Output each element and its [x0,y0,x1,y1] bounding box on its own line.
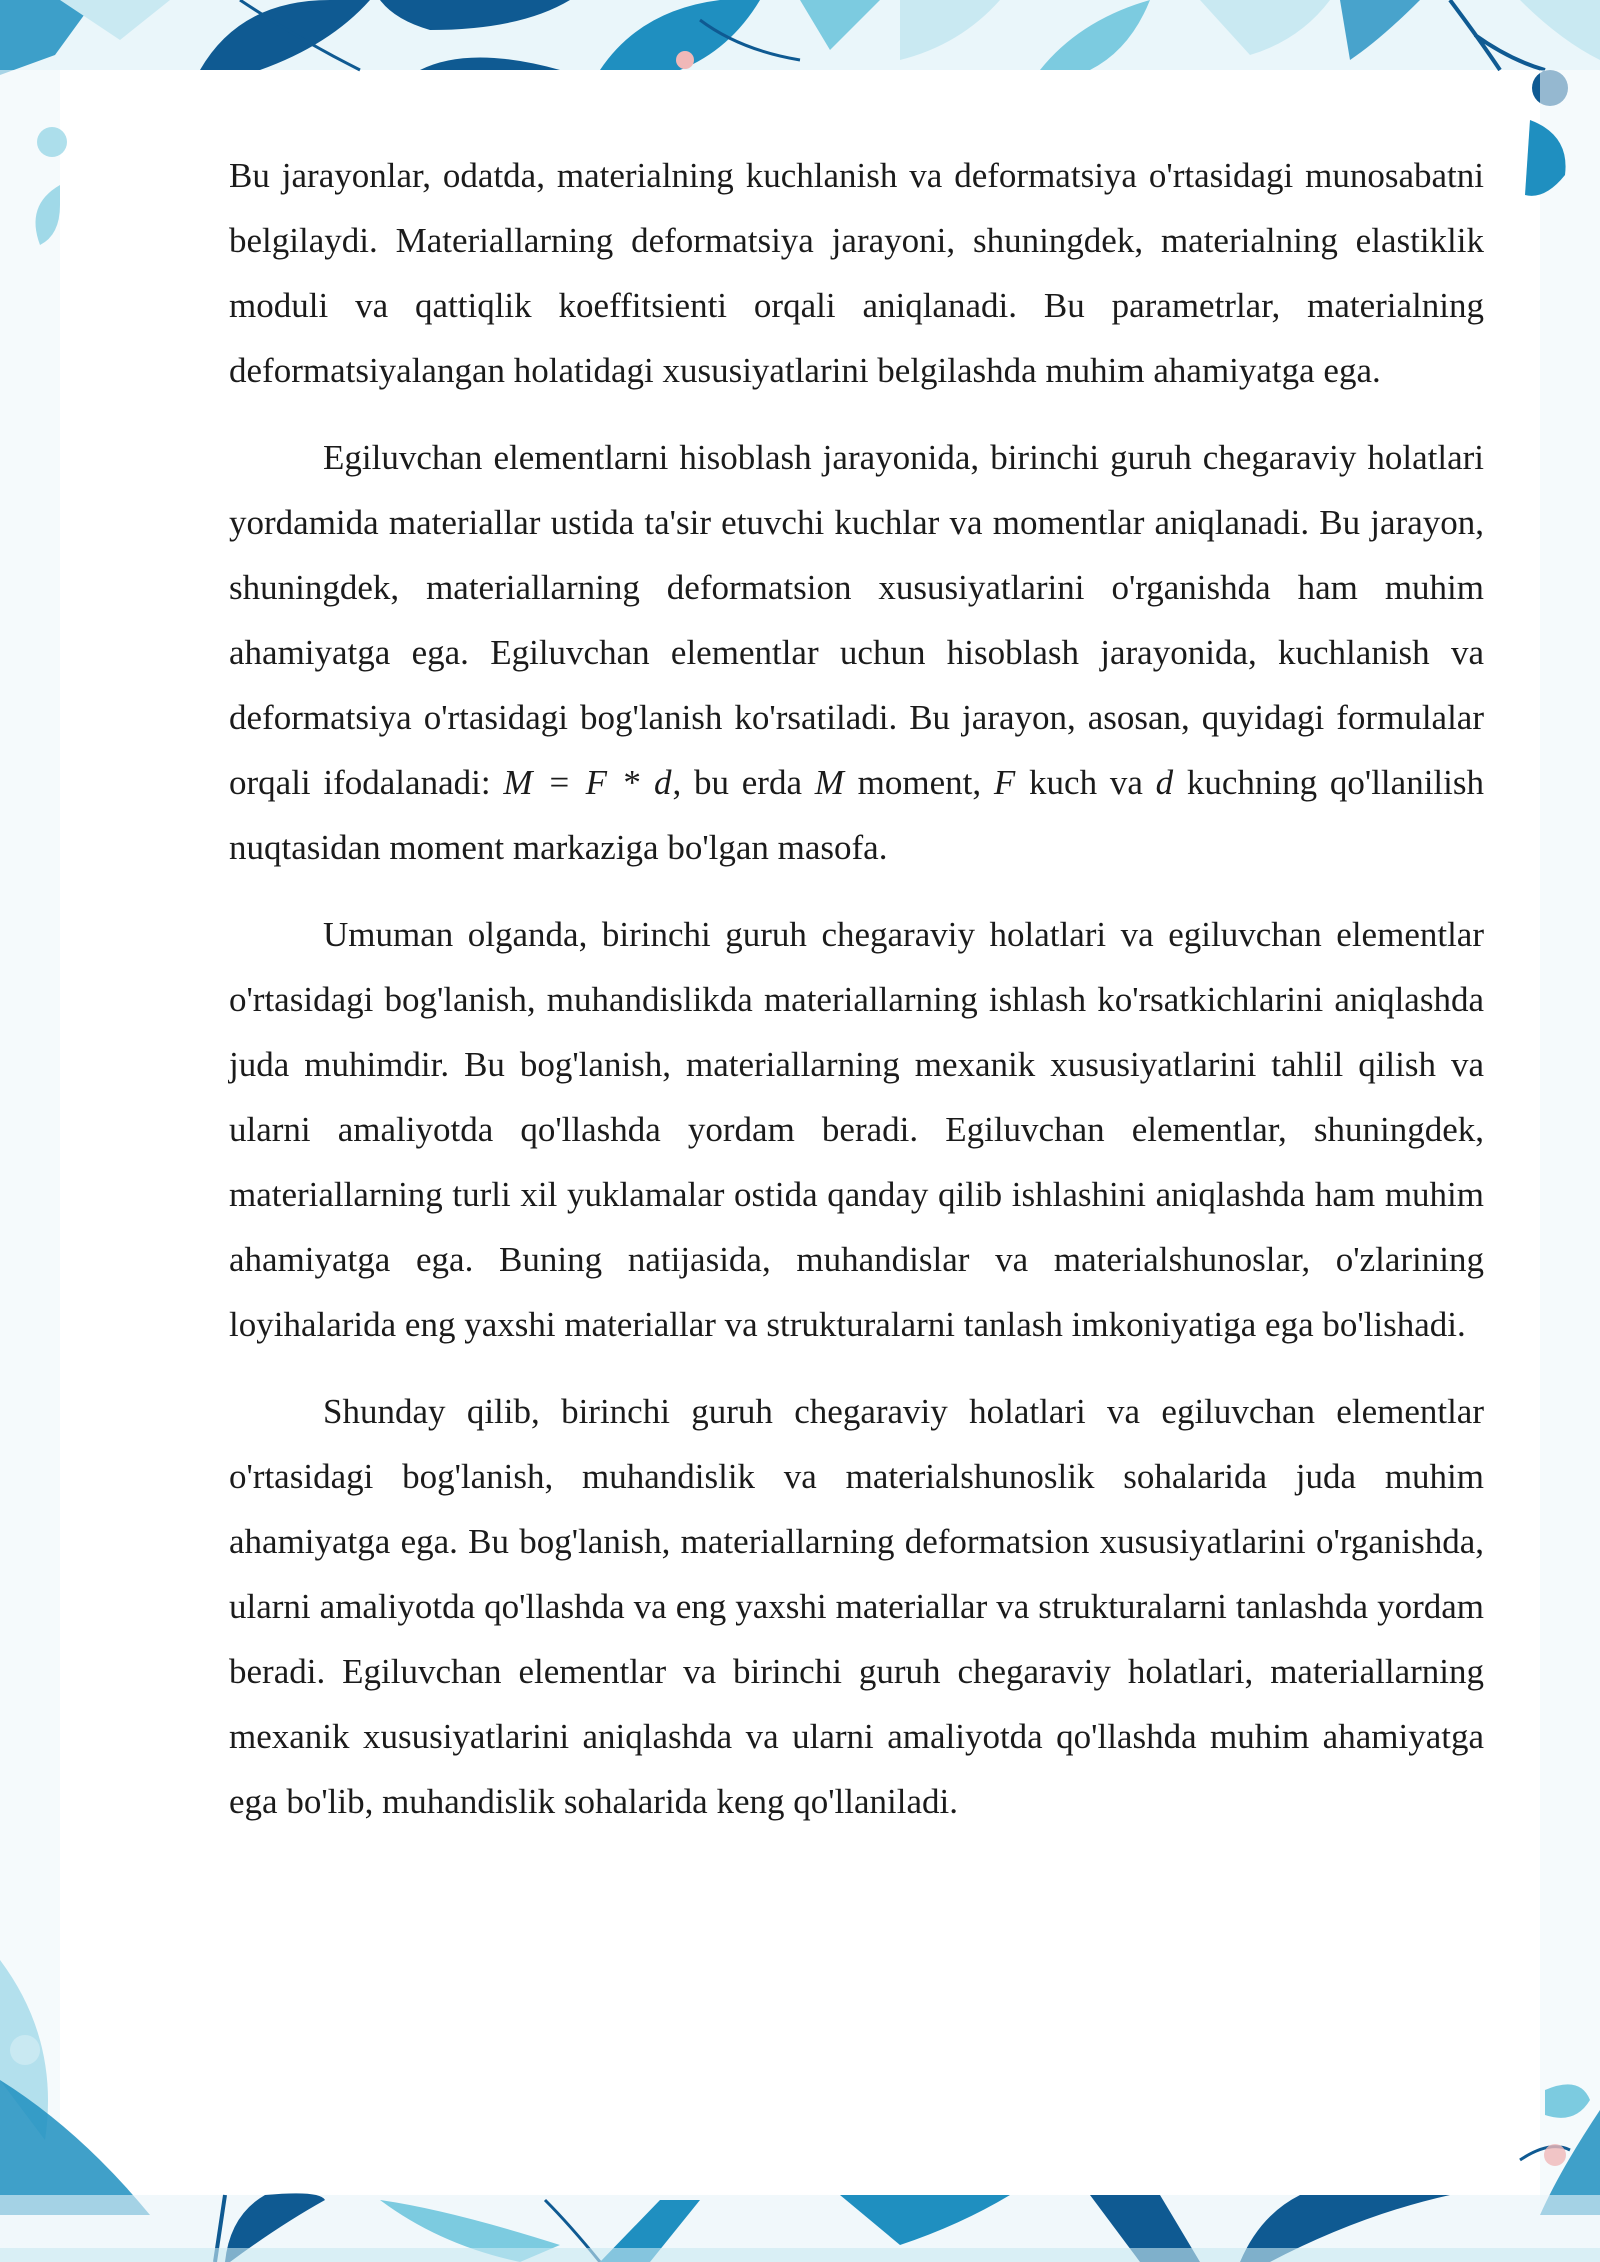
paragraph-text: kuch va [1016,763,1156,802]
bottom-leaf-border [0,2193,1600,2262]
math-formula: F [993,763,1017,802]
left-leaf-border [0,70,150,2215]
paragraph-text: kuchning qo'llanilish nuqtasidan moment markaziga bo'lgan masofa. [229,763,1484,867]
paragraph-text: Umuman olganda, birinchi guruh chegaraviy holatlari va egiluvchan elementlar o'rtasidagi bog'lanish, muhandislikda materiallarning ishlash ko'rsatkichlarini aniqlashda juda muhimdir. Bu bog'lanish, materiallarning mexanik xususiyatlarini tahlil qilish va ularni amaliyotda qo'llashda yordam beradi. Egiluvchan elementlar, shuningdek, materiallarning turli xil yuklamalar ostida qanday qilib ishlashini aniqlashda ham muhim ahamiyatga ega. Buning natijasida, muhandislar va materialshunoslar, o'zlarining loyihalarida eng yaxshi materiallar va strukturalarni tanlash imkoniyatiga ega bo'lishadi. [229,915,1484,1344]
paragraph [229,425,1484,880]
math-formula: M = F * d [503,763,673,802]
paragraph [229,902,1484,1357]
paragraph-text: Bu jarayonlar, odatda, materialning kuchlanish va deformatsiya o'rtasidagi munosabatni belgilaydi. Materiallarning deformatsiya jarayoni, shuningdek, materialning elastiklik moduli va qattiqlik koeffitsienti orqali aniqlanadi. Bu parametrlar, materialning deformatsiyalangan holatidagi xususiyatlarini belgilashda muhim ahamiyatga ega. [229,156,1484,390]
paragraph-text: moment, [844,763,994,802]
right-leaf-border [1520,70,1600,2215]
paragraph-text: , bu erda [672,763,815,802]
document-body [229,143,1484,1856]
math-formula: d [1155,763,1175,802]
paragraph [229,1379,1484,1834]
paragraph-text: Egiluvchan elementlarni hisoblash jarayonida, birinchi guruh chegaraviy holatlari yordamida materiallar ustida ta'sir etuvchi kuchlar va momentlar aniqlanadi. Bu jarayon, shuningdek, materiallarning deformatsion xususiyatlarini o'rganishda ham muhim ahamiyatga ega. Egiluvchan elementlar uchun hisoblash jarayonida, kuchlanish va deformatsiya o'rtasidagi bog'lanish ko'rsatiladi. Bu jarayon, asosan, quyidagi formulalar orqali ifodalanadi: [229,438,1484,802]
paragraph [229,143,1484,403]
top-leaf-border [0,0,1600,106]
paragraph-text: Shunday qilib, birinchi guruh chegaraviy holatlari va egiluvchan elementlar o'rtasidagi bog'lanish, muhandislik va materialshunoslik sohalarida juda muhim ahamiyatga ega. Bu bog'lanish, materiallarning deformatsion xususiyatlarini o'rganishda, ularni amaliyotda qo'llashda va eng yaxshi materiallar va strukturalarni tanlashda yordam beradi. Egiluvchan elementlar va birinchi guruh chegaraviy holatlari, materiallarning mexanik xususiyatlarini aniqlashda va ularni amaliyotda qo'llashda muhim ahamiyatga ega bo'lib, muhandislik sohalarida keng qo'llaniladi. [229,1392,1484,1821]
math-formula: M [814,763,845,802]
